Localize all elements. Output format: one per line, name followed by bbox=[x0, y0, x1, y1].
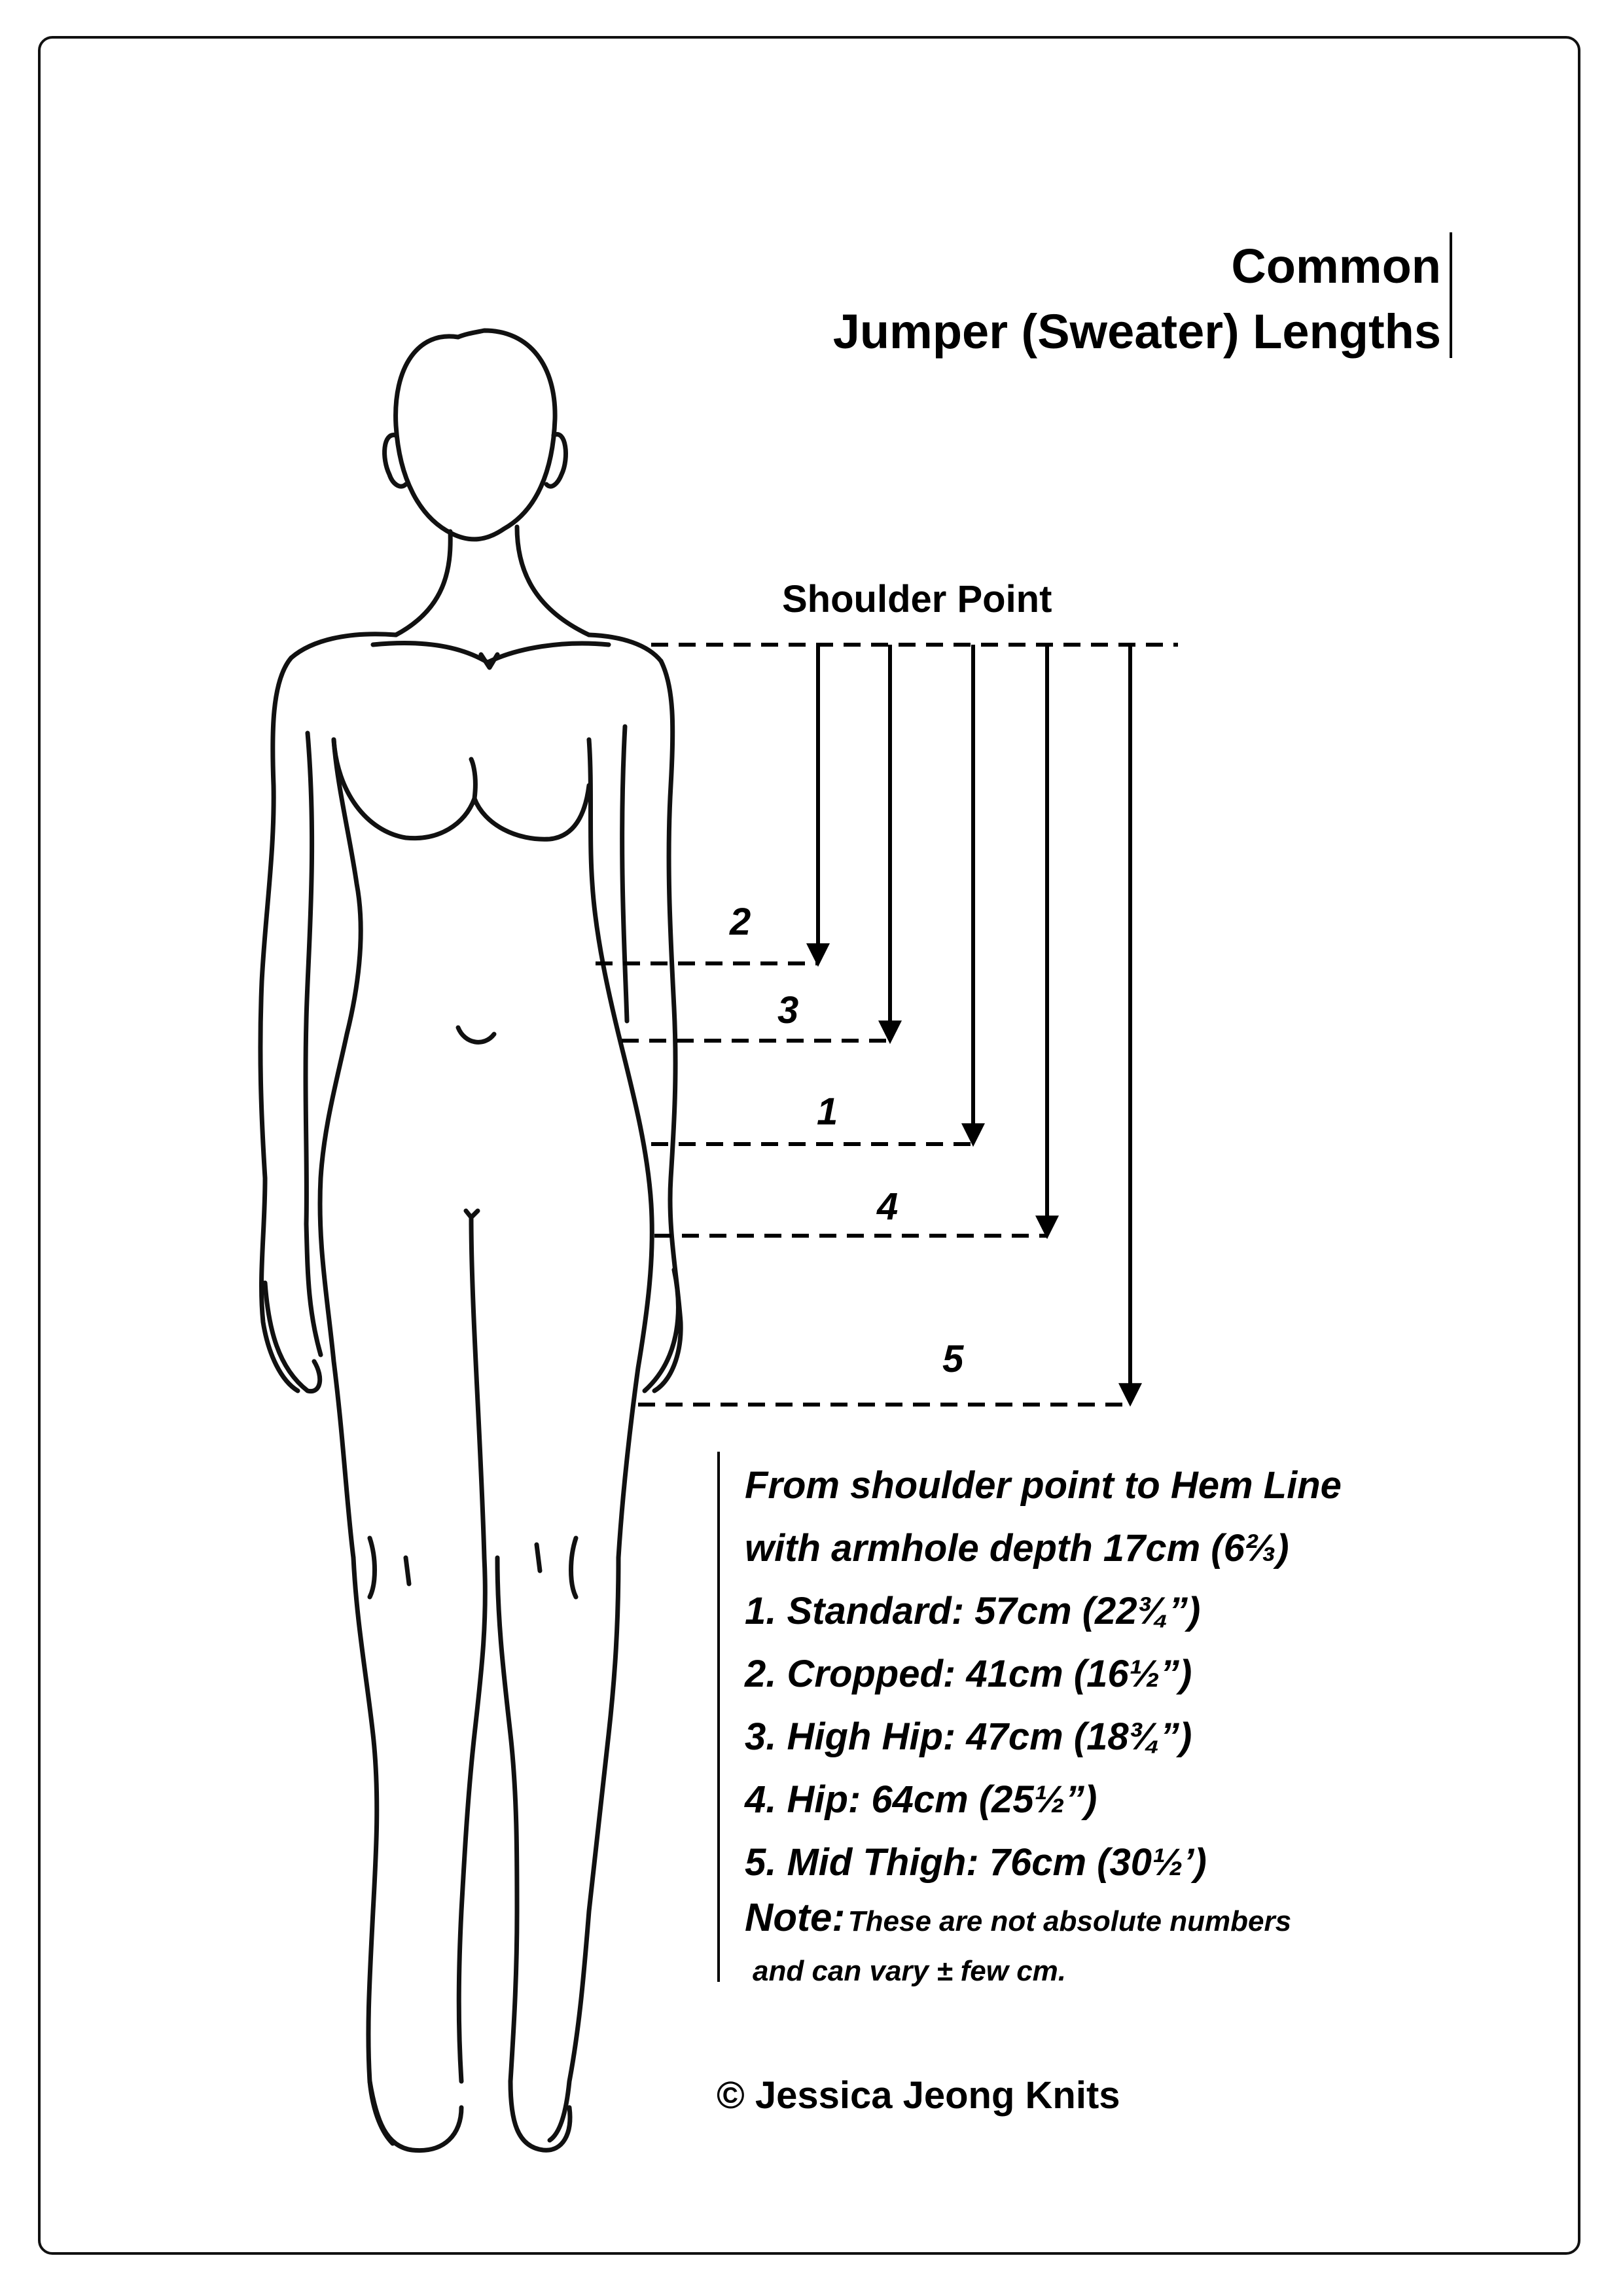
leg-right-inner bbox=[497, 1558, 517, 2081]
arm-left-inner bbox=[306, 733, 321, 1355]
length-item-standard: 1. Standard: 57cm (22¾”) bbox=[745, 1590, 1201, 1632]
notes-intro-line-2: with armhole depth 17cm (6⅔) bbox=[745, 1527, 1289, 1570]
notes-intro-line-1: From shoulder point to Hem Line bbox=[745, 1464, 1342, 1507]
length-item-high-hip: 3. High Hip: 47cm (18¾”) bbox=[745, 1715, 1192, 1758]
length-item-mid-thigh: 5. Mid Thigh: 76cm (30½’) bbox=[745, 1841, 1207, 1884]
length-item-hip: 4. Hip: 64cm (25½”) bbox=[745, 1778, 1097, 1821]
knee-left bbox=[370, 1538, 409, 1597]
note-label: Note: bbox=[745, 1895, 846, 1939]
title-accent-bar bbox=[1450, 232, 1452, 358]
navel bbox=[458, 1028, 494, 1042]
title-line-2: Jumper (Sweater) Lengths bbox=[832, 304, 1441, 359]
shoulder-point-label: Shoulder Point bbox=[782, 578, 1052, 620]
knee-right bbox=[537, 1538, 576, 1597]
marker-number-1: 1 bbox=[817, 1090, 838, 1133]
copyright-text: © Jessica Jeong Knits bbox=[717, 2074, 1120, 2117]
head-outline bbox=[396, 331, 555, 539]
neck-left bbox=[396, 531, 450, 635]
arm-right-inner bbox=[622, 726, 627, 1021]
note-text: These are not absolute numbers bbox=[847, 1905, 1292, 1937]
leg-left-inner bbox=[459, 1558, 485, 2081]
crotch-line bbox=[466, 1211, 484, 1558]
note-row bbox=[745, 1894, 1342, 1952]
leg-right-outer bbox=[550, 1558, 618, 2140]
collarbone-right bbox=[488, 643, 609, 662]
notes-block bbox=[745, 1454, 1342, 1991]
marker-number-2: 2 bbox=[730, 901, 751, 943]
marker-number-5: 5 bbox=[942, 1338, 964, 1380]
collarbone-left bbox=[373, 643, 488, 662]
shoulder-line-right bbox=[589, 635, 661, 661]
marker-number-3: 3 bbox=[777, 989, 799, 1031]
foot-left bbox=[370, 2081, 461, 2151]
neck-right bbox=[517, 527, 589, 635]
measurement-arrows bbox=[818, 645, 1130, 1402]
marker-number-4: 4 bbox=[877, 1185, 899, 1228]
bust-line bbox=[334, 740, 589, 839]
torso-left bbox=[320, 740, 361, 1558]
title-line-1: Common bbox=[1231, 239, 1441, 293]
notes-accent-bar bbox=[717, 1452, 720, 1982]
leg-left-outer bbox=[353, 1558, 393, 2144]
croquis-outline bbox=[260, 331, 681, 2151]
length-item-cropped: 2. Cropped: 41cm (16½”) bbox=[745, 1653, 1192, 1695]
note-continuation: and can vary ± few cm. bbox=[753, 1955, 1067, 1987]
foot-right bbox=[510, 2081, 570, 2150]
